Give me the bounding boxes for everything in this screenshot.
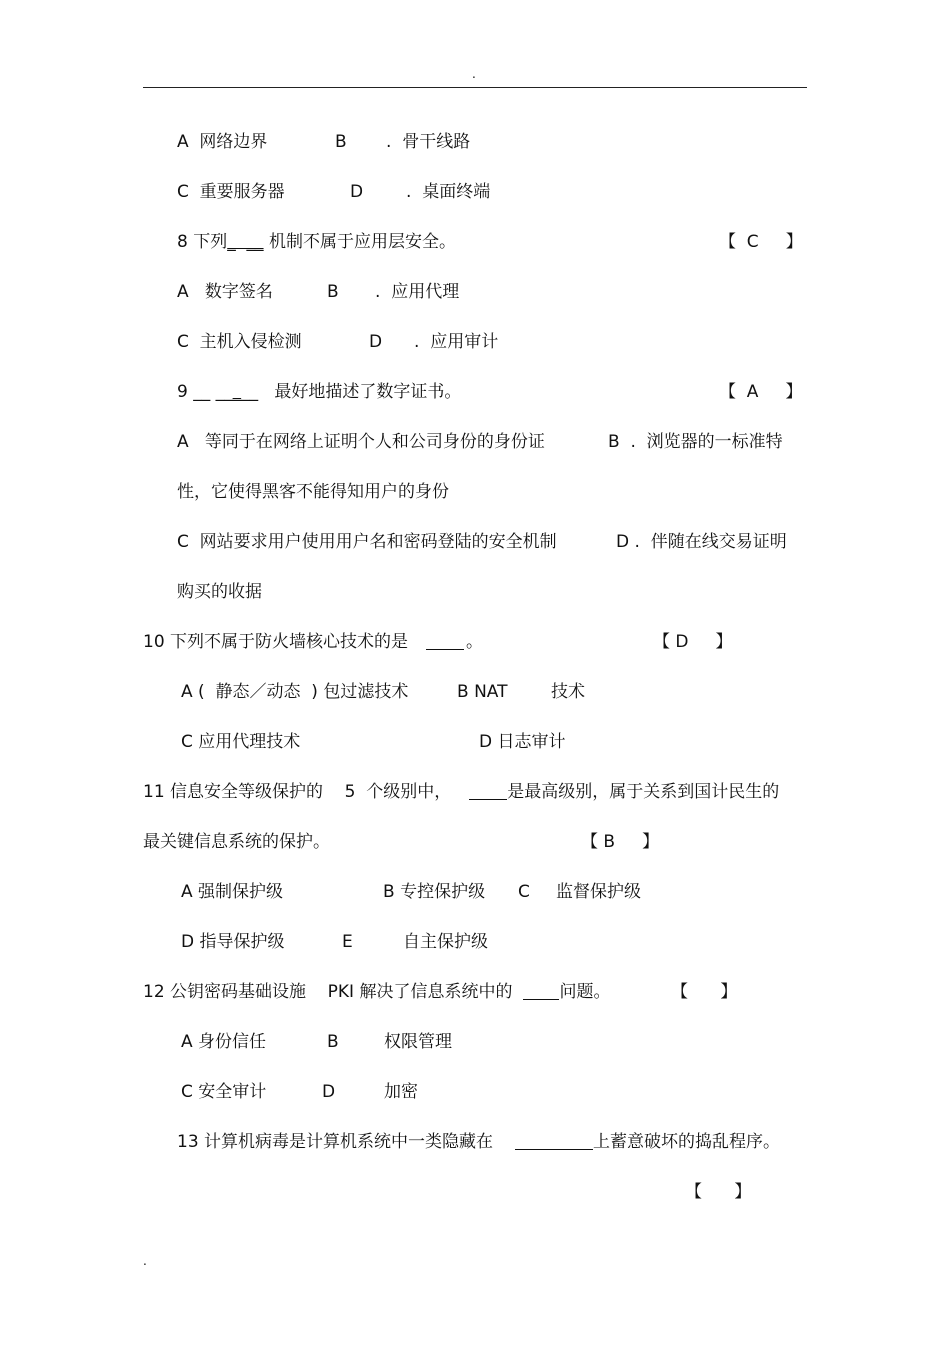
q8-option-b-letter: B bbox=[327, 282, 339, 302]
q13-text: 13 计算机病毒是计算机系统中一类隐藏在 bbox=[177, 1132, 494, 1152]
q8-option-a: A 数字签名 bbox=[177, 282, 273, 302]
q10-option-b: B NAT bbox=[457, 682, 508, 702]
q12-option-d-letter: D bbox=[322, 1082, 336, 1102]
q11-answer: 【 B 】 bbox=[581, 832, 660, 852]
q11-option-e-letter: E bbox=[342, 932, 353, 952]
q9-blank: _ bbox=[232, 382, 242, 402]
q7-option-a: A 网络边界 bbox=[177, 132, 268, 152]
q9-answer: 【 A 】 bbox=[719, 382, 803, 402]
q9-option-d-cont: 购买的收据 bbox=[177, 582, 262, 602]
q12-option-d: 加密 bbox=[384, 1082, 418, 1102]
q12-question bbox=[143, 981, 610, 1003]
q10-blank bbox=[426, 633, 464, 650]
q12-blank bbox=[523, 983, 559, 1000]
q12-option-c: C 安全审计 bbox=[181, 1082, 267, 1102]
q12-option-b-letter: B bbox=[327, 1032, 339, 1052]
q9-option-d: D . 伴随在线交易证明 bbox=[616, 532, 787, 552]
q11-option-b: B 专控保护级 bbox=[383, 882, 486, 902]
q13-question bbox=[177, 1131, 780, 1153]
q7-option-d-letter: D bbox=[350, 182, 364, 202]
q8-option-d-letter: D bbox=[369, 332, 383, 352]
q10-end: 。 bbox=[466, 632, 484, 652]
q8-option-b: . 应用代理 bbox=[375, 282, 460, 302]
q10-text: 10 下列不属于防火墙核心技术的是 bbox=[143, 632, 409, 652]
q11-question-cont: 最关键信息系统的保护。 bbox=[143, 832, 330, 852]
q9-option-c: C 网站要求用户使用用户名和密码登陆的安全机制 bbox=[177, 532, 557, 552]
q12-option-a: A 身份信任 bbox=[181, 1032, 267, 1052]
q11-suffix: 是最高级别，属于关系到国计民生的 bbox=[507, 782, 780, 802]
header-rule bbox=[143, 87, 807, 88]
header-dot: . bbox=[472, 67, 476, 81]
q10-option-c: C 应用代理技术 bbox=[181, 732, 301, 752]
q7-option-b-letter: B bbox=[335, 132, 347, 152]
q7-option-c: C 重要服务器 bbox=[177, 182, 285, 202]
q13-answer: 【 】 bbox=[685, 1182, 752, 1202]
q8-prefix: 8 下列 bbox=[177, 232, 228, 252]
q8-question bbox=[177, 231, 456, 253]
q11-option-e: 自主保护级 bbox=[403, 932, 488, 952]
q7-option-d: . 桌面终端 bbox=[406, 182, 491, 202]
q10-option-d: D 日志审计 bbox=[479, 732, 566, 752]
q8-blank: _ __ bbox=[227, 232, 264, 252]
q12-answer: 【 】 bbox=[671, 982, 738, 1002]
q13-blank bbox=[515, 1133, 593, 1150]
q9-question bbox=[177, 381, 461, 403]
q10-question bbox=[143, 631, 483, 653]
q8-option-c: C 主机入侵检测 bbox=[177, 332, 302, 352]
q7-option-b: . 骨干线路 bbox=[386, 132, 471, 152]
q8-option-d: . 应用审计 bbox=[414, 332, 499, 352]
q12-text: 12 公钥密码基础设施 PKI 解决了信息系统中的 bbox=[143, 982, 513, 1002]
q9-option-b: B . 浏览器的一标准特 bbox=[608, 432, 783, 452]
q9-suffix: __ 最好地描述了数字证书。 bbox=[241, 382, 462, 402]
q11-option-d: D 指导保护级 bbox=[181, 932, 285, 952]
q10-answer: 【 D 】 bbox=[653, 632, 733, 652]
q8-answer: 【 C 】 bbox=[719, 232, 803, 252]
q11-question bbox=[143, 781, 779, 803]
q11-option-a: A 强制保护级 bbox=[181, 882, 284, 902]
q13-suffix: 上蓄意破坏的捣乱程序。 bbox=[593, 1132, 781, 1152]
q11-blank bbox=[469, 783, 507, 800]
q9-option-b-cont: 性，它使得黑客不能得知用户的身份 bbox=[177, 482, 449, 502]
q9-option-a: A 等同于在网络上证明个人和公司身份的身份证 bbox=[177, 432, 545, 452]
q10-option-b-suffix: 技术 bbox=[551, 682, 585, 702]
q12-option-b: 权限管理 bbox=[384, 1032, 452, 1052]
footer-dot: . bbox=[143, 1254, 147, 1268]
q12-suffix: 问题。 bbox=[559, 982, 611, 1002]
q11-option-c: 监督保护级 bbox=[556, 882, 641, 902]
q8-suffix: 机制不属于应用层安全。 bbox=[263, 232, 456, 252]
q11-text: 11 信息安全等级保护的 5 个级别中， bbox=[143, 782, 452, 802]
q11-option-c-letter: C bbox=[518, 882, 530, 902]
q10-option-a: A ( 静态／动态 ) 包过滤技术 bbox=[181, 682, 409, 702]
q9-prefix: 9 __ __ bbox=[177, 382, 233, 402]
